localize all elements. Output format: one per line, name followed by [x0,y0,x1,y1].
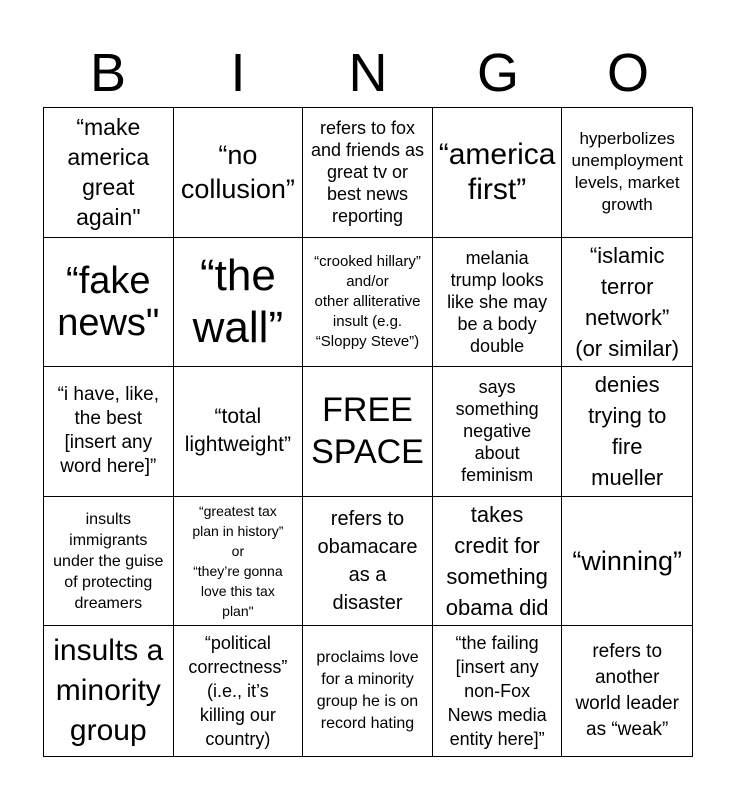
cell-text: “fake news" [57,259,160,344]
cell-text: “winning” [572,546,682,577]
bingo-cell[interactable] [562,497,692,627]
header-letter-i: I [230,43,246,103]
bingo-cell[interactable] [174,626,304,756]
bingo-cell[interactable] [303,497,433,627]
bingo-card-grid [43,107,693,757]
bingo-cell[interactable] [303,108,433,238]
cell-text: says something negative about feminism [455,377,539,486]
bingo-cell[interactable] [433,108,563,238]
bingo-cell[interactable] [44,367,174,497]
bingo-cell[interactable] [562,367,692,497]
cell-text: melania trump looks like she may be a body double [447,247,548,356]
cell-text: “political correctness” (i.e., it’s killing our country) [188,633,288,750]
cell-text: refers to obamacare as a disaster [317,508,418,615]
bingo-cell[interactable] [44,497,174,627]
header-letter-g: G [476,43,519,103]
cell-text: “crooked hillary” and/or other alliterative insult (e.g. “Sloppy Steve”) [314,252,421,350]
bingo-cell[interactable] [174,497,304,627]
cell-text: denies trying to fire mueller [588,372,667,491]
bingo-cell[interactable] [303,238,433,368]
bingo-cell[interactable] [174,367,304,497]
bingo-cell[interactable] [433,497,563,627]
cell-text: “greatest tax plan in history” or “they’re gonna love this tax plan" [192,503,284,620]
free-space-text: FREE SPACE [311,391,424,472]
cell-text: hyperbolizes unemployment levels, market growth [571,129,683,215]
cell-text: proclaims love for a minority group he is on record hating [316,649,419,733]
bingo-cell[interactable] [174,108,304,238]
cell-text: “america first” [438,138,556,207]
bingo-cell[interactable] [562,626,692,756]
cell-text: “islamic terror network” (or similar) [575,242,680,361]
cell-text: “i have, like, the best [insert any word here]” [57,384,159,478]
bingo-cell[interactable] [433,626,563,756]
header-letter-o: O [606,43,649,103]
header-letter-n: N [348,43,388,103]
bingo-header [43,40,693,106]
bingo-cell[interactable] [44,238,174,368]
header-letter-b: B [89,43,127,103]
bingo-cell[interactable] [44,108,174,238]
cell-text: “the wall” [192,250,284,352]
bingo-cell[interactable] [174,238,304,368]
cell-text: insults a minority group [53,634,164,748]
cell-text: “the failing [insert any non-Fox News media entity here]” [447,633,547,750]
cell-text: refers to another world leader as “weak” [575,641,679,741]
bingo-cell[interactable] [562,108,692,238]
bingo-cell[interactable] [562,238,692,368]
cell-text: “total lightweight” [184,405,291,457]
bingo-cell[interactable] [433,367,563,497]
cell-text: refers to fox and friends as great tv or best news reporting [310,118,425,227]
cell-text: “make america great again" [67,114,150,231]
cell-text: insults immigrants under the guise of protecting dreamers [53,510,164,612]
cell-text: “no collusion” [180,140,295,205]
bingo-cell[interactable] [44,626,174,756]
cell-text: takes credit for something obama did [445,502,549,621]
free-space-cell[interactable] [303,367,433,497]
bingo-cell[interactable] [303,626,433,756]
bingo-cell[interactable] [433,238,563,368]
